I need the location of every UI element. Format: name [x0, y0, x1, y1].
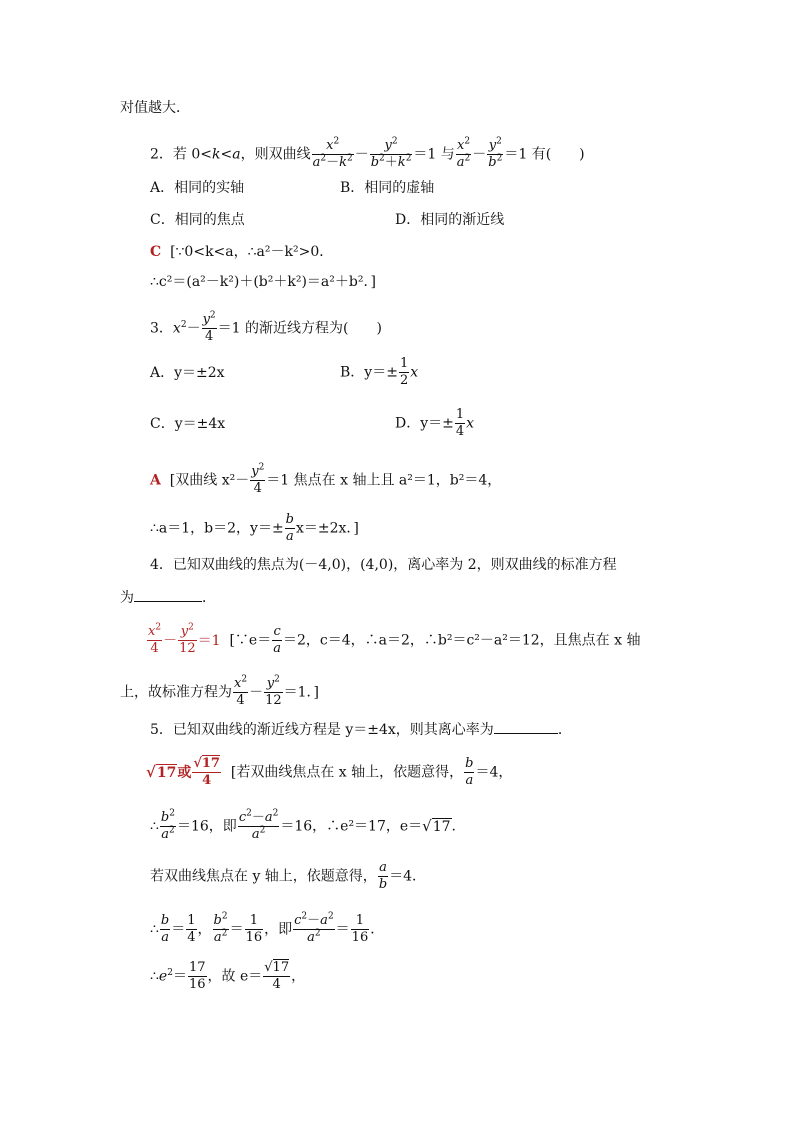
- q3-d-pre: D．y＝±: [395, 415, 454, 432]
- lt: <: [220, 146, 233, 163]
- q4-solution-1: [146, 624, 640, 657]
- q2-solution-2: ∴c²＝(a²－k²)＋(b²＋k²)＝a²＋b²．]: [150, 274, 376, 290]
- frac-y2-b2k2: $\frac{y^2}{b^2+k^2}$: [370, 136, 412, 170]
- q4-ans-eq: ＝1: [197, 632, 221, 649]
- var-a: a: [232, 146, 241, 163]
- q4-sol1-pre: [∵e＝: [229, 632, 272, 649]
- q3-answer: A: [150, 472, 161, 489]
- q2-option-c: C．相同的焦点: [150, 212, 245, 228]
- frac-x2-a2k2: $\frac{x^2}{a^2-k^2}$: [312, 136, 353, 170]
- q5-s1-pre: [若双曲线焦点在 x 轴上，依题意得，: [230, 764, 464, 781]
- q5-stem: [150, 719, 572, 740]
- q4-answer: $\frac{x^2}{4}$ － $\frac{y^2}{12}$ ＝1: [148, 622, 221, 656]
- q4-stem-2: [120, 587, 216, 608]
- answer-blank-2: [494, 719, 558, 734]
- q3-tail: ＝1 的渐近线方程为( ): [217, 320, 382, 337]
- q5-solution-3: 若双曲线焦点在 y 轴上，依题意得， $\frac{a}{b}$ ＝4．: [150, 860, 427, 892]
- frac-b-a: $\frac{b}{a}$: [285, 512, 294, 544]
- q5-s2-b: ＝16，∴e²＝17，e＝: [280, 818, 423, 835]
- q4-dot: ．: [202, 590, 216, 606]
- frac-x2-a2: $\frac{x^2}{a^2}$: [456, 136, 471, 170]
- q4-sol2-pre: 上，故标准方程为: [120, 684, 232, 701]
- q3-num: 3．: [150, 320, 173, 337]
- q3-solution-1: [150, 464, 501, 497]
- q5-solution-1: √17或 $\frac{√17}{4}$ [若双曲线焦点在 x 轴上，依题意得， $\frac{b}{a}$ ＝4，: [146, 756, 513, 788]
- frac-1-4: $\frac{1}{4}$: [455, 407, 465, 439]
- q2-sol1-text: [∵0<k<a，∴a²－k²>0．: [170, 244, 334, 260]
- q5-solution-4: ∴ $\frac{b}{a}$ ＝ $\frac{1}{4}$ ， $\frac{b^2}{a^2}$ ＝ $\frac{1}{16}$ ，即 $\frac{c^2-a^2}{a^2}$ ＝ $\frac{1}{16}$ ．: [150, 911, 385, 945]
- q2-eq1: ＝1 与: [413, 146, 455, 163]
- q2-mid: ，则双曲线: [240, 146, 311, 163]
- frac-1-2: $\frac{1}{2}$: [399, 356, 409, 388]
- q3-option-c: C．y＝±4x: [150, 416, 226, 432]
- q3-option-d: D．y＝± $\frac{1}{4}$ x: [395, 407, 475, 439]
- prev-tail: 对值越大．: [120, 100, 190, 116]
- q4-wei: 为: [120, 590, 134, 606]
- q3-b-pre: B．y＝±: [340, 364, 398, 381]
- q3-sol1-pre: [双曲线 x²－: [169, 472, 250, 489]
- q5-s3-post: ＝4．: [389, 868, 427, 885]
- answer-blank: [134, 587, 202, 602]
- q2-option-d: D．相同的渐近线: [395, 212, 505, 228]
- q5-dot: ．: [557, 722, 572, 738]
- q3-option-a: A．y＝±2x: [150, 365, 225, 381]
- q2-solution-1: [150, 242, 333, 262]
- frac-y2-4: $\frac{y^2}{4}$: [202, 310, 216, 344]
- q3-solution-2: [150, 512, 359, 545]
- frac-c-a: $\frac{c}{a}$: [273, 624, 281, 656]
- q3-sol2-post: x＝±2x．]: [296, 520, 359, 537]
- frac-y2-b2: $\frac{y^2}{b^2}$: [488, 136, 503, 170]
- q2-stem: 2．若 0<k<a，则双曲线 $\frac{x^2}{a^2-k^2}$ － $\frac{y^2}{b^2+k^2}$ ＝1 与 $\frac{x^2}{a^2}$ － $\frac{y^2}{b^2}$ ＝1 有( ): [150, 136, 585, 170]
- q5-answer: √17或 $\frac{√17}{4}$: [146, 756, 220, 788]
- q2-answer: C: [150, 244, 162, 260]
- q4-sol1-post: ＝2，c＝4，∴a＝2，∴b²＝c²－a²＝12，且焦点在 x 轴: [282, 632, 641, 649]
- q5-s3-pre: 若双曲线焦点在 y 轴上，依题意得，: [150, 868, 377, 885]
- q5-solution-2: ∴ $\frac{b^2}{a^2}$ ＝16，即 $\frac{c^2-a^2}{a^2}$ ＝16，∴e²＝17，e＝√17.: [150, 808, 456, 842]
- q4-stem-1: 4．已知双曲线的焦点为(－4,0)，(4,0)，离心率为 2，则双曲线的标准方程: [150, 557, 617, 573]
- q2-eq2: ＝1 有( ): [504, 146, 585, 163]
- q2-option-a: A．相同的实轴: [150, 180, 245, 196]
- var-k: k: [212, 146, 221, 163]
- q5-solution-5: $\therefore e^2=$ $\frac{17}{16}$ ，故 e＝ $\frac{√17}{4}$ ，: [150, 960, 306, 992]
- q5-text: 5．已知双曲线的渐近线方程是 y＝±4x，则其离心率为: [150, 722, 494, 738]
- q4-sol2-post: ＝1．]: [283, 684, 319, 701]
- q4-solution-2: 上，故标准方程为 $\frac{x^2}{4}$ － $\frac{y^2}{12}$ ＝1．]: [120, 674, 319, 708]
- q5-s1-post: ＝4，: [475, 764, 513, 781]
- q3-sol2-pre: ∴a＝1，b＝2，y＝±: [150, 520, 284, 537]
- q2-num: 2．若 0<: [150, 146, 212, 163]
- q3-sol1-post: ＝1 焦点在 x 轴上且 a²＝1，b²＝4，: [266, 472, 502, 489]
- frac-y2-4-sol: $\frac{y^2}{4}$: [251, 462, 265, 496]
- q3-option-b: B．y＝± $\frac{1}{2}$ x: [340, 356, 419, 388]
- q5-s2-a: ＝16，即: [176, 818, 237, 835]
- q2-option-b: B．相同的虚轴: [340, 180, 435, 196]
- q3-stem: 3．$x^2-$ $\frac{y^2}{4}$ ＝1 的渐近线方程为( ): [150, 310, 382, 344]
